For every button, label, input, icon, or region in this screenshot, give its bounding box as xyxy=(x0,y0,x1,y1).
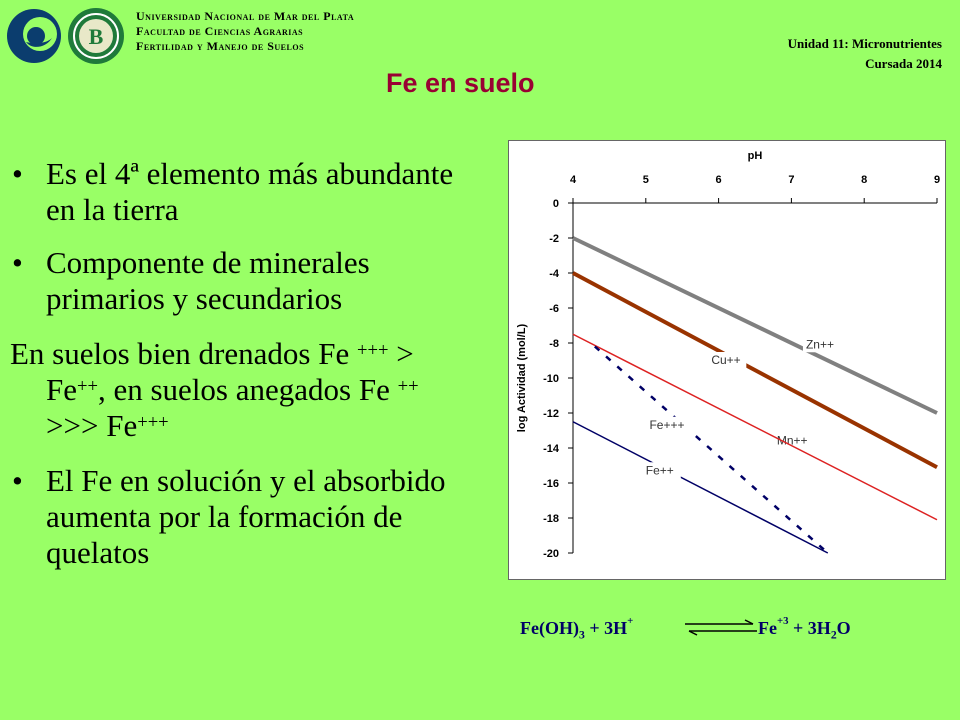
y-tick-label: -6 xyxy=(549,303,559,315)
x-tick-label: 5 xyxy=(642,174,649,186)
eq-right-text: Fe xyxy=(758,618,777,638)
x-axis-title: pH xyxy=(747,150,763,162)
y-tick-label: -18 xyxy=(543,513,559,525)
bullet-text-1: Es el 4ª elemento más abundante en la tierra xyxy=(46,156,454,227)
unit-title: Unidad 11: Micronutrientes xyxy=(787,36,942,51)
bullet-marker: • xyxy=(12,156,23,191)
x-tick-label: 7 xyxy=(788,174,795,186)
series-line-cupp xyxy=(573,334,937,520)
equation-right xyxy=(758,615,851,642)
eq-left-text: Fe(OH) xyxy=(520,618,579,638)
institution-line-2: Facultad de Ciencias Agrarias xyxy=(136,24,304,38)
y-tick-label: -12 xyxy=(543,408,559,420)
eq-left-sub: 3 xyxy=(578,628,585,642)
para-text-c: Fe xyxy=(46,372,77,407)
logo-letter: B xyxy=(88,24,104,49)
y-tick-label: -16 xyxy=(543,478,559,490)
activity-chart xyxy=(508,140,946,580)
series-line-mnpp xyxy=(573,273,937,467)
paragraph-line-2 xyxy=(46,372,506,408)
paragraph-line-1 xyxy=(10,336,500,372)
institution-line-3: Fertilidad y Manejo de Suelos xyxy=(136,39,305,53)
bullet-text-4: El Fe en solución y el absorbido aumenta por la formación de quelatos xyxy=(46,463,446,570)
eq-left-sup: + xyxy=(627,615,634,627)
course-year: Cursada 2014 xyxy=(865,56,942,71)
equation-left xyxy=(520,615,634,642)
x-tick-label: 9 xyxy=(933,174,941,186)
paragraph-line-3 xyxy=(46,408,506,444)
y-tick-label: -8 xyxy=(549,338,559,350)
bullet-marker: • xyxy=(12,463,23,498)
series-line-znpp xyxy=(573,238,937,413)
y-tick-label: -20 xyxy=(543,548,559,560)
series-label: Fe++ xyxy=(645,463,674,478)
y-tick-label: -4 xyxy=(549,268,559,280)
para-text-b: > xyxy=(388,336,414,371)
institution-line-1: Universidad Nacional de Mar del Plata xyxy=(136,9,355,23)
x-tick-label: 4 xyxy=(569,174,577,186)
para-sup-4: +++ xyxy=(137,412,169,433)
series-label: Cu++ xyxy=(711,353,741,367)
para-sup-2: ++ xyxy=(77,376,98,397)
x-tick-label: 8 xyxy=(861,174,868,186)
faculty-seal-icon xyxy=(66,6,126,66)
para-text-d: , en suelos anegados Fe xyxy=(97,372,390,407)
x-tick-label: 6 xyxy=(715,174,722,186)
equilibrium-arrows-icon xyxy=(683,619,759,637)
y-axis-title: log Actividad (mol/L) xyxy=(516,323,528,433)
y-tick-label: -10 xyxy=(543,373,559,385)
series-label: Zn++ xyxy=(805,337,834,352)
series-label: Fe+++ xyxy=(649,417,685,432)
y-tick-label: -2 xyxy=(549,233,559,245)
series-label: Mn++ xyxy=(776,433,808,448)
y-tick-label: 0 xyxy=(552,198,559,210)
eq-right-plus: + 3H xyxy=(788,618,831,638)
university-logo-icon xyxy=(6,8,62,64)
bullet-text-2: Componente de minerales primarios y secundarios xyxy=(46,245,370,316)
para-sup-1: +++ xyxy=(356,340,389,361)
eq-right-end: O xyxy=(836,618,851,638)
para-text-e: >>> Fe xyxy=(46,408,138,443)
para-text-a: En suelos bien drenados Fe xyxy=(10,336,350,371)
eq-right-sup: +3 xyxy=(776,615,789,627)
bullet-marker: • xyxy=(12,245,23,280)
y-tick-label: -14 xyxy=(543,443,559,455)
para-sup-3: ++ xyxy=(397,376,419,397)
slide-title: Fe en suelo xyxy=(386,68,535,98)
eq-right-sub: 2 xyxy=(830,628,837,642)
eq-left-plus: + 3H xyxy=(584,618,628,638)
series-line-feppp xyxy=(595,347,828,554)
